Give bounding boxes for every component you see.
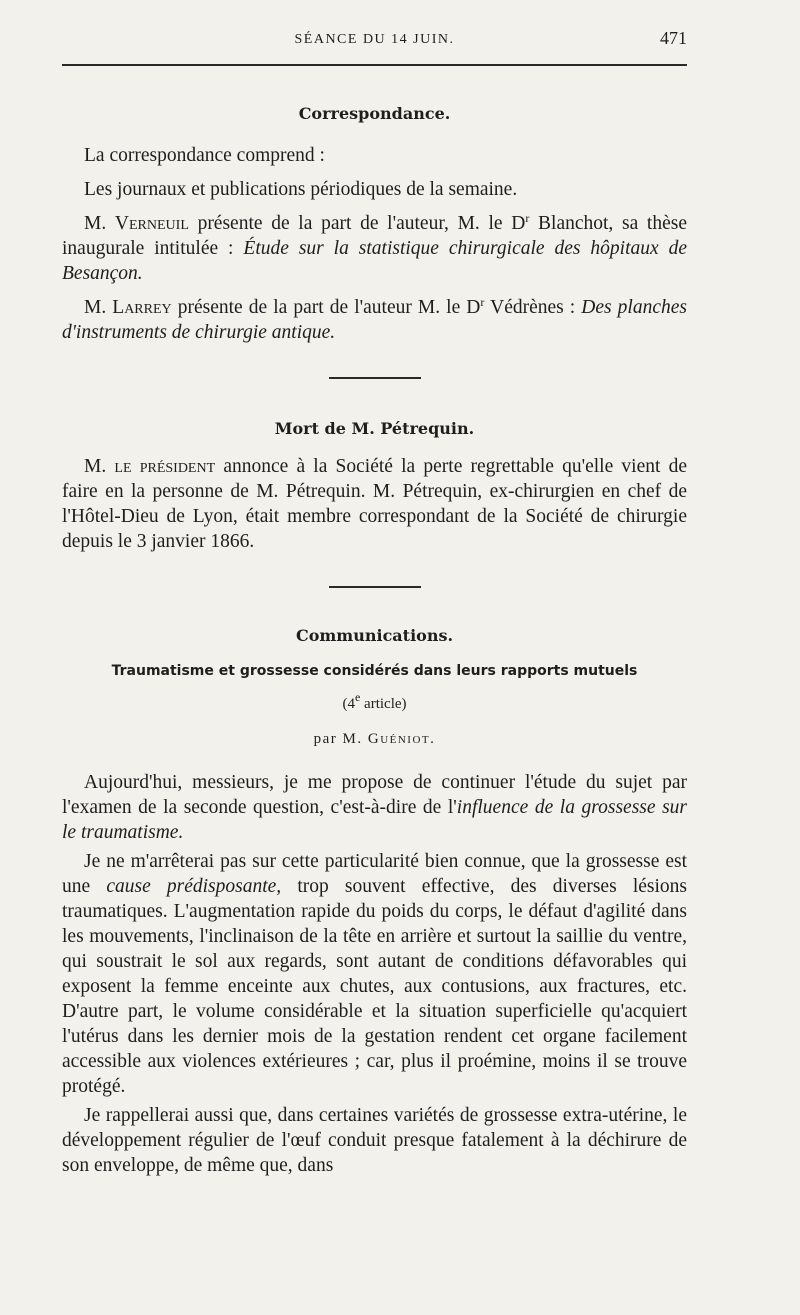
byline-author: Guéniot. bbox=[367, 731, 436, 747]
paragraph-rappellerai: Je rappellerai aussi que, dans certaines variétés de grossesse extra-utérine, le développement régulier de l'œuf conduit presque fatalement à la déchirure de son enveloppe, de même que, dans bbox=[62, 1105, 687, 1176]
section-title-correspondance: Correspondance. bbox=[298, 104, 451, 123]
running-title: SÉANCE DU 14 JUIN. bbox=[294, 32, 455, 47]
article-number: (4e article) bbox=[342, 690, 407, 712]
section-divider bbox=[329, 586, 421, 588]
paragraph-correspondance-intro: La correspondance comprend : bbox=[84, 145, 325, 166]
paragraph-journaux: Les journaux et publications périodiques de la semaine. bbox=[84, 179, 518, 200]
paragraph-petrequin: M. le président annonce à la Société la perte regrettable qu'elle vient de faire en la personne de M. Pétrequin. M. Pétrequin, ex-chirurgien en chef de l'Hôtel-Dieu de Lyon, était membre correspondant de la Société de chirurgie depuis le 3 janvier 1866. bbox=[62, 456, 687, 552]
paragraph-aujourdhui: Aujourd'hui, messieurs, je me propose de continuer l'étude du sujet par l'examen de la seconde question, c'est-à-dire de l'influence de la grossesse sur le traumatisme. bbox=[62, 772, 687, 843]
paragraph-larrey: M. Larrey présente de la part de l'auteur M. le $D^r$ Védrènes : Des planches d'instruments de chirurgie antique. bbox=[62, 295, 688, 343]
paragraph-verneuil: M. Verneuil présente de la part de l'auteur, M. le $D^r$ Blanchot, sa thèse inaugurale intitulée : Étude sur la statistique chirurgicale des hôpitaux de Besançon. bbox=[62, 211, 687, 284]
header-rule bbox=[62, 64, 687, 66]
planches-title: Des planches d'instruments de chirurgie antique. bbox=[62, 297, 688, 343]
section-divider bbox=[329, 377, 421, 379]
author-name-larrey: Larrey bbox=[112, 297, 172, 318]
thesis-title: Étude sur la statistique chirurgicale des hôpitaux de Besançon. bbox=[62, 238, 687, 284]
president-label: le président bbox=[114, 456, 216, 477]
paragraph-particularite: Je ne m'arrêterai pas sur cette particularité bien connue, que la grossesse est une cause prédisposante, trop souvent effective, des diverses lésions traumatiques. L'augmentation rapide du poids du corps, le défaut d'agilité dans les mouvements, l'inclinaison de la tête en arrière et surtout la saillie du ventre, qui soustrait le sol aux regards, sont autant de conditions défavorables qui exposent la femme enceinte aux chutes, aux contusions, aux fractures, etc. D'autre part, le volume considérable et la situation superficielle qu'acquiert l'utérus dans les dernier mois de la gestation rendent cet organe facilement accessible aux violences extérieures ; car, plus il proémine, moins il se trouve protégé. bbox=[62, 851, 688, 1097]
running-header bbox=[62, 28, 687, 54]
article-byline: par M. Guéniot. bbox=[313, 731, 436, 747]
author-name-verneuil: Verneuil bbox=[114, 213, 189, 234]
article-title: Traumatisme et grossesse considérés dans leurs rapports mutuels bbox=[111, 663, 638, 679]
section-title-mort: Mort de M. Pétrequin. bbox=[274, 419, 475, 438]
page-number: 471 bbox=[660, 28, 687, 48]
section-title-communications: Communications. bbox=[295, 626, 454, 645]
book-page bbox=[62, 28, 687, 1178]
